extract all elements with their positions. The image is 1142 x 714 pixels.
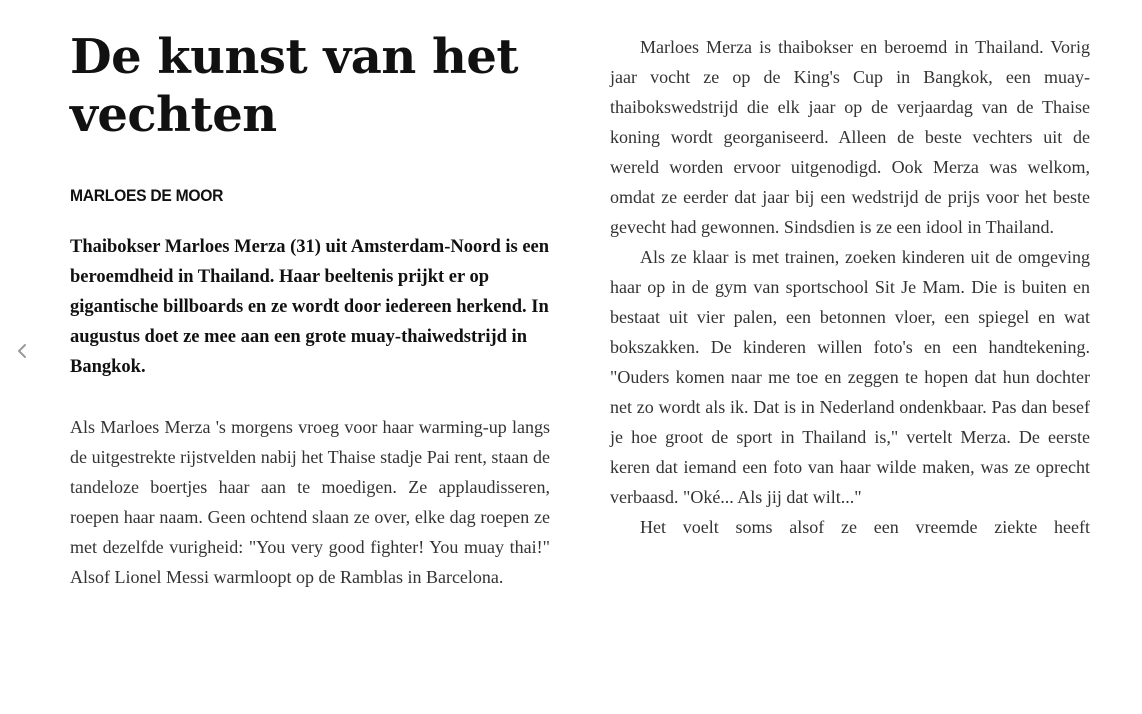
body-paragraph-continued: Het voelt soms alsof ze een vreemde ziekte heeft (640, 517, 1090, 537)
body-paragraph: Marloes Merza is thaibokser en beroemd in Thailand. Vorig jaar vocht ze op de King's Cup in Bangkok, een muay-thaibokswedstrijd die elk jaar op de verjaardag van de Thaise koning wordt georganiseerd. Alleen de beste vechters uit de wereld worden ervoor uitgenodigd. Ook Merza was welkom, omdat ze eerder dat jaar bij een wedstrijd de prijs voor het beste gevecht had gewonnen. Sindsdien is ze een idool in Thailand. (610, 37, 1090, 237)
body-paragraph: Als ze klaar is met trainen, zoeken kinderen uit de omgeving haar op in de gym van sportschool Sit Je Mam. Die is buiten en bestaat uit vier palen, een betonnen vloer, een spiegel en wat bokszakken. De kinderen willen foto's en een handtekening. "Ouders komen naar me toe en zeggen te hopen dat hun dochter net zo wordt als ik. Dat is in Nederland ondenkbaar. Pas dan besef je hoe groot de sport in Thailand is," vertelt Merza. De eerste keren dat iemand een foto van haar wilde maken, was ze oprecht verbaasd. "Oké... Als jij dat wilt..." (610, 247, 1090, 507)
chevron-left-icon (17, 343, 27, 359)
article-lead: Thaibokser Marloes Merza (31) uit Amsterdam-Noord is een beroemdheid in Thailand. Haar beeltenis prijkt er op gigantische billboards en ze wordt door iedereen herkend. In augustus doet ze mee aan een grote muay-thaiwedstrijd in Bangkok. (70, 237, 550, 377)
article-title: De kunst van het vechten (70, 29, 519, 143)
article-column-left (70, 28, 550, 592)
previous-page-button[interactable] (13, 338, 31, 364)
article-author: MARLOES DE MOOR (70, 186, 224, 205)
body-paragraph: Als Marloes Merza 's morgens vroeg voor haar warming-up langs de uitgestrekte rijstvelden nabij het Thaise stadje Pai rent, staan de tandeloze boertjes haar aan te moedigen. Ze applaudisseren, roepen haar naam. Geen ochtend slaan ze over, elke dag roepen ze met dezelfde vurigheid: "You very good fighter! You muay thai!" Alsof Lionel Messi warmloopt op de Ramblas in Barcelona. (70, 417, 550, 587)
article-column-right (610, 32, 1090, 542)
